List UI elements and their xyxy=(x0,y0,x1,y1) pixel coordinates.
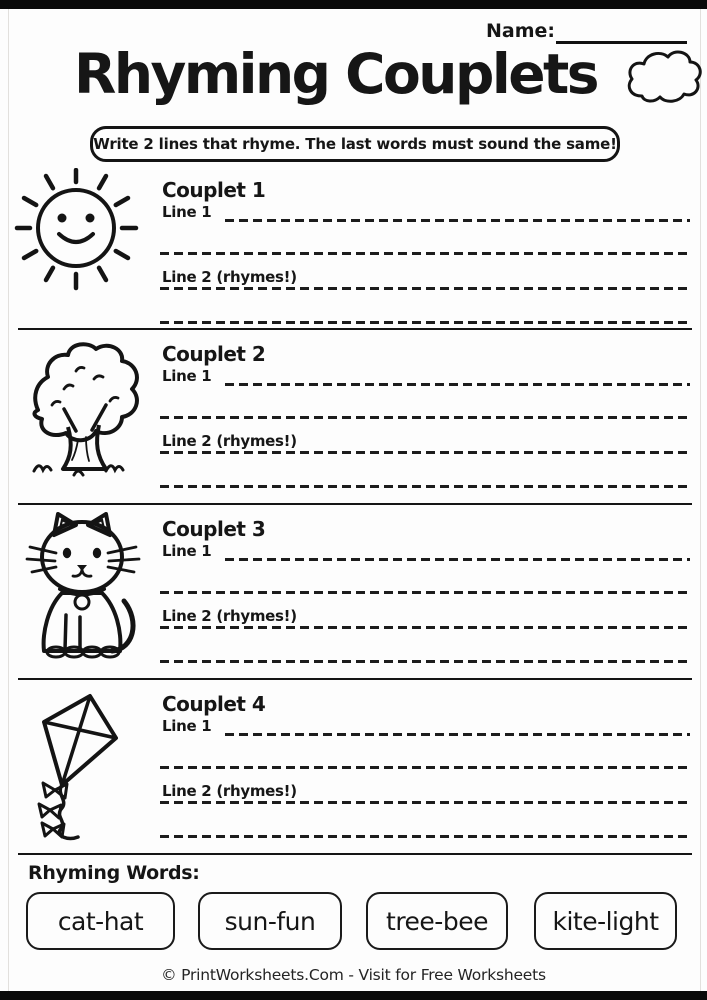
rhyming-word: sun-fun xyxy=(224,906,316,936)
writing-line xyxy=(160,451,690,454)
sun-icon xyxy=(14,168,146,292)
writing-line xyxy=(160,766,690,769)
kite-icon xyxy=(24,690,130,844)
writing-line xyxy=(160,591,690,594)
writing-line xyxy=(160,321,690,324)
rhyming-word: tree-bee xyxy=(386,906,488,936)
couplet-section-1 xyxy=(18,166,692,330)
couplet-heading: Couplet 2 xyxy=(162,342,266,366)
scan-border-top xyxy=(0,0,707,9)
line1-label: Line 1 xyxy=(162,367,212,385)
writing-line xyxy=(225,558,690,561)
writing-line xyxy=(160,485,690,488)
couplet-section-2 xyxy=(18,330,692,505)
cat-icon xyxy=(20,511,146,661)
couplet-heading: Couplet 3 xyxy=(162,517,266,541)
scan-edge-right xyxy=(700,9,701,991)
scan-border-bottom xyxy=(0,991,707,1000)
cloud-icon xyxy=(620,44,705,112)
writing-line xyxy=(160,660,690,663)
line2-label: Line 2 (rhymes!) xyxy=(162,268,297,286)
rhyming-word: kite-light xyxy=(552,906,659,936)
name-label: Name: xyxy=(486,20,556,42)
writing-line xyxy=(160,416,690,419)
line2-label: Line 2 (rhymes!) xyxy=(162,782,297,800)
writing-line xyxy=(225,383,690,386)
couplet-section-4 xyxy=(18,680,692,855)
rhyming-word-box xyxy=(198,892,342,950)
rhyming-word-box xyxy=(534,892,677,950)
couplet-heading: Couplet 4 xyxy=(162,692,266,716)
footer-credit: © PrintWorksheets.Com - Visit for Free Worksheets xyxy=(161,966,546,984)
line1-label: Line 1 xyxy=(162,542,212,560)
scan-edge-left xyxy=(8,9,9,991)
instruction-box xyxy=(90,126,620,162)
couplet-section-3 xyxy=(18,505,692,680)
instruction-text: Write 2 lines that rhyme. The last words must sound the same! xyxy=(93,135,617,153)
writing-line xyxy=(160,626,690,629)
rhyming-word: cat-hat xyxy=(57,906,144,936)
writing-line xyxy=(225,219,690,222)
writing-line xyxy=(160,835,690,838)
page-title: Rhyming Couplets xyxy=(73,42,598,106)
couplet-heading: Couplet 1 xyxy=(162,178,266,202)
rhyming-word-box xyxy=(26,892,175,950)
writing-line xyxy=(160,252,690,255)
line2-label: Line 2 (rhymes!) xyxy=(162,432,297,450)
writing-line xyxy=(160,801,690,804)
tree-icon xyxy=(18,335,148,479)
writing-line xyxy=(160,287,690,290)
line2-label: Line 2 (rhymes!) xyxy=(162,607,297,625)
line1-label: Line 1 xyxy=(162,203,212,221)
rhyming-words-heading: Rhyming Words: xyxy=(28,862,200,884)
line1-label: Line 1 xyxy=(162,717,212,735)
writing-line xyxy=(225,733,690,736)
rhyming-word-box xyxy=(366,892,508,950)
